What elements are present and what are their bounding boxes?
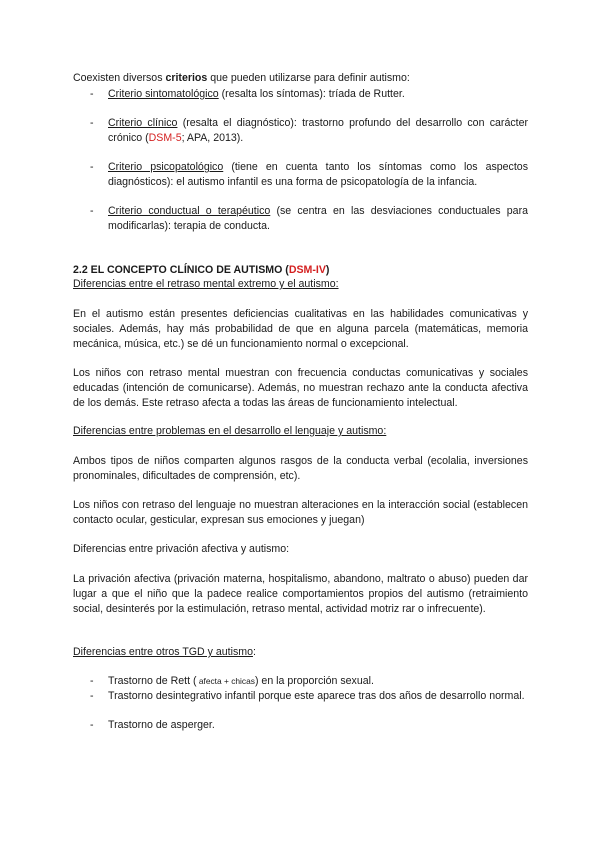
subheading-lenguaje: Diferencias entre problemas en el desarrollo el lenguaje y autismo:	[73, 425, 387, 437]
tgd-text-start: Trastorno de Rett (	[108, 675, 197, 687]
bullet-dash: -	[90, 690, 94, 702]
criterion-title: Criterio conductual o terapéutico	[108, 205, 271, 217]
tgd-text: Trastorno desintegrativo infantil porque este aparece tras dos años de desarrollo normal.	[108, 690, 525, 702]
tgd-text: Trastorno de asperger.	[108, 719, 215, 731]
criterion-description-end: ; APA, 2013).	[181, 132, 244, 144]
bullet-dash: -	[90, 675, 94, 687]
tgd-text-end: ) en la proporción sexual.	[254, 675, 374, 687]
bullet-dash: -	[90, 205, 94, 217]
criterion-title: Criterio psicopatológico	[108, 161, 224, 173]
intro-paragraph	[73, 71, 528, 86]
bullet-dash: -	[90, 161, 94, 173]
subheading-retraso-mental: Diferencias entre el retraso mental extremo y el autismo:	[73, 278, 339, 290]
dsm-reference: DSM-5	[148, 132, 182, 144]
subheading-privacion-afectiva: Diferencias entre privación afectiva y autismo:	[73, 543, 290, 555]
criterion-description: (resalta el diagnóstico): trastorno profundo del desarrollo con carácter crónico (	[108, 117, 528, 144]
criterion-text	[108, 87, 528, 102]
paragraph-autismo-deficiencias: En el autismo están presentes deficiencias cualitativas en las habilidades comunicativas y sociales. Además, hay más probabilidad de que en alguna parcela (matemáticas, memoria mecánica, música, etc.) se dé un funcionamiento normal o excepcional.	[73, 308, 528, 350]
criterion-description: (resalta los síntomas): tríada de Rutter.	[218, 88, 405, 100]
bullet-dash: -	[90, 117, 94, 129]
criterion-text	[108, 160, 528, 190]
criterion-title: Criterio sintomatológico	[108, 88, 219, 100]
criterion-text	[108, 116, 528, 146]
subheading-otros-tgd-text: Diferencias entre otros TGD y autismo	[73, 646, 253, 658]
criterion-description: (se centra en las desviaciones conductuales para modificarlas): terapia de conducta.	[108, 205, 528, 232]
tgd-note: afecta + chicas	[196, 676, 255, 686]
paragraph-retraso-mental: Los niños con retraso mental muestran con frecuencia conductas comunicativas y sociales educadas (intención de comunicarse). Además, no muestran rechazo ante la conducta afectiva de los demás. Este retraso afecta a todas las áreas de funcionamiento intelectual.	[73, 367, 528, 409]
criterion-title: Criterio clínico	[108, 117, 178, 129]
criterion-description: (tiene en cuenta tanto los síntomas como los aspectos diagnósticos): el autismo infantil es una forma de psicopatología de la infancia.	[108, 161, 528, 188]
intro-text-start: Coexisten diversos	[73, 72, 166, 84]
bullet-dash: -	[90, 88, 94, 100]
intro-text-end: que pueden utilizarse para definir autismo:	[207, 72, 410, 84]
section-heading-close: )	[325, 264, 330, 276]
tgd-text	[108, 674, 528, 689]
paragraph-privacion-afectiva: La privación afectiva (privación materna, hospitalismo, abandono, maltrato o abuso) pueden dar lugar a que el niño que la padece realice comportamientos propios del autismo (retraimiento social, desinterés por la estimulación, retraso mental, actividad motriz rar o infrecuente).	[73, 573, 528, 615]
paragraph-retraso-lenguaje: Los niños con retraso del lenguaje no muestran alteraciones en la interacción social (establecen contacto ocular, gesticular, expresan sus emociones y juegan)	[73, 499, 528, 526]
dsm-iv-reference: DSM-IV	[288, 264, 326, 276]
intro-bold-word: criterios	[165, 72, 208, 84]
section-heading	[73, 263, 528, 278]
criterion-text	[108, 204, 528, 234]
paragraph-conducta-verbal: Ambos tipos de niños comparten algunos rasgos de la conducta verbal (ecolalia, inversiones pronominales, dificultades de comprensión, etc).	[73, 455, 528, 482]
bullet-dash: -	[90, 719, 94, 731]
section-heading-text: 2.2 EL CONCEPTO CLÍNICO DE AUTISMO (	[73, 264, 289, 276]
subheading-colon: :	[252, 646, 256, 658]
subheading-otros-tgd	[73, 645, 528, 660]
